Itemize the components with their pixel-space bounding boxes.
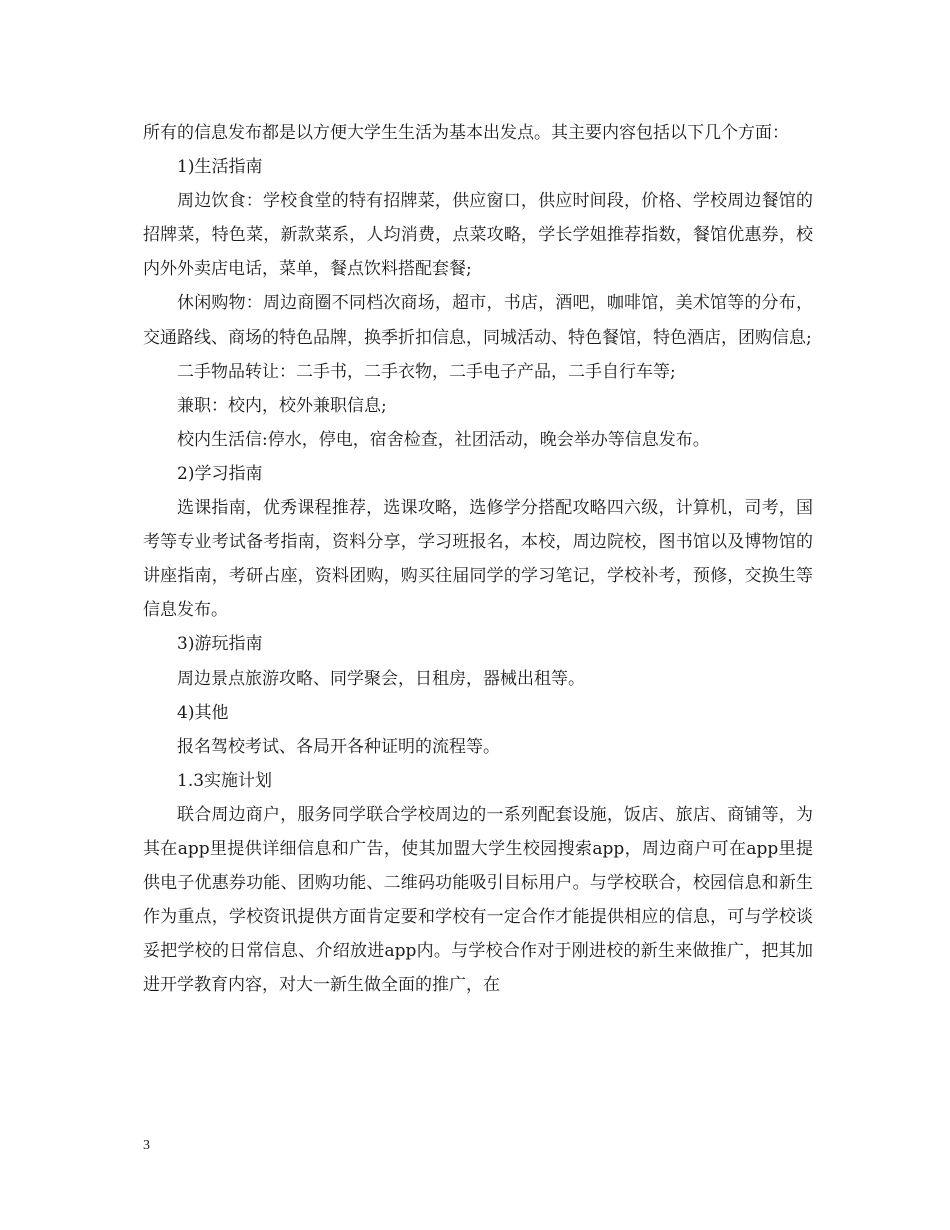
paragraph-shopping: 休闲购物：周边商圈不同档次商场，超市，书店，酒吧，咖啡馆，美术馆等的分布，交通路线、商场的特色品牌，换季折扣信息，同城活动、特色餐馆，特色酒店，团购信息; (143, 293, 813, 348)
paragraph-part-time: 兼职：校内，校外兼职信息; (177, 395, 387, 416)
paragraph-dining: 周边饮食：学校食堂的特有招牌菜，供应窗口，供应时间段，价格、学校周边餐馆的招牌菜，特色菜，新款菜系，人均消费，点菜攻略，学长学姐推荐指数，餐馆优惠券，校内外外卖店电话，菜单，餐点饮料搭配套餐; (143, 191, 813, 280)
paragraph-travel: 周边景点旅游攻略、同学聚会，日租房，器械出租等。 (177, 668, 585, 689)
paragraph-course-selection: 选课指南，优秀课程推荐，选课攻略，选修学分搭配攻略四六级，计算机，司考，国考等专业考试备考指南，资料分享，学习班报名，本校，周边院校，图书馆以及博物馆的讲座指南，考研占座，资料团购，购买往届同学的学习笔记，学校补考，预修，交换生等信息发布。 (143, 498, 813, 621)
heading-other: 4)其他 (177, 702, 229, 723)
paragraph-campus-life: 校内生活信:停水，停电，宿舍检查，社团活动，晚会举办等信息发布。 (177, 429, 710, 450)
heading-study-guide: 2)学习指南 (177, 463, 263, 484)
body-text (143, 116, 813, 1002)
page-number: 3 (143, 1138, 150, 1153)
heading-travel-guide: 3)游玩指南 (177, 634, 263, 655)
paragraph-other: 报名驾校考试、各局开各种证明的流程等。 (177, 736, 500, 757)
paragraph-implementation: 联合周边商户，服务同学联合学校周边的一系列配套设施，饭店、旅店、商铺等，为其在app里提供详细信息和广告，使其加盟大学生校园搜索app，周边商户可在app里提供电子优惠券功能、团购功能、二维码功能吸引目标用户。与学校联合，校园信息和新生作为重点，学校资讯提供方面肯定要和学校有一定合作才能提供相应的信息，可与学校谈妥把学校的日常信息、介绍放进app内。与学校合作对于刚进校的新生来做推广，把其加进开学教育内容，对大一新生做全面的推广，在 (143, 804, 813, 996)
heading-life-guide: 1)生活指南 (177, 157, 263, 178)
paragraph-second-hand: 二手物品转让：二手书，二手衣物，二手电子产品，二手自行车等; (177, 361, 676, 382)
heading-implementation-plan: 1.3实施计划 (177, 770, 273, 791)
paragraph-intro: 所有的信息发布都是以方便大学生生活为基本出发点。其主要内容包括以下几个方面： (143, 123, 789, 143)
